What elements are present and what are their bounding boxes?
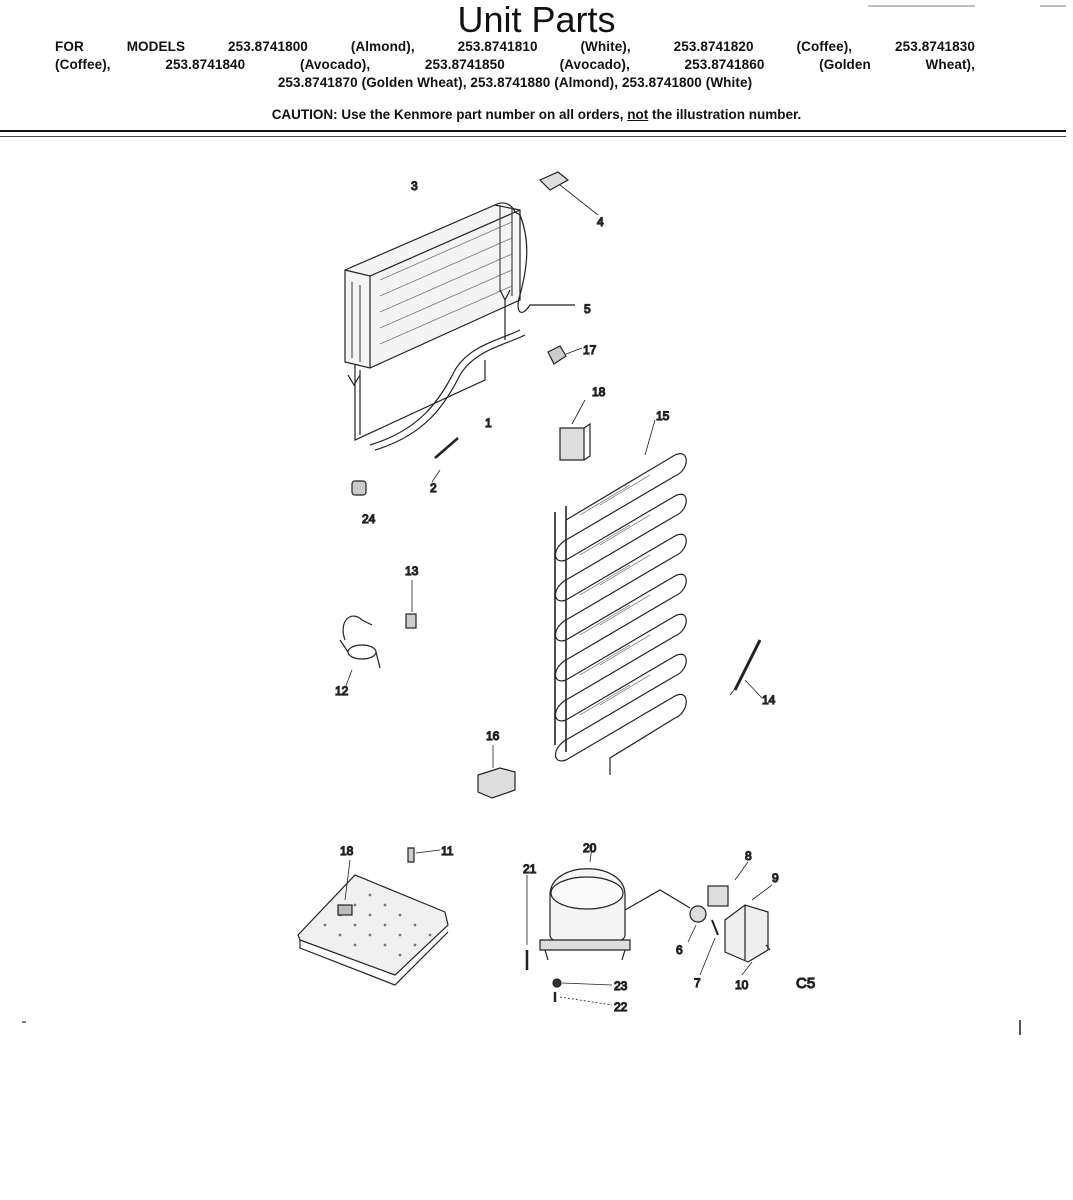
label-part-18-lower: 18 bbox=[340, 844, 354, 858]
drain-pan-part-18-lower bbox=[298, 860, 448, 985]
label-part-10: 10 bbox=[735, 978, 749, 992]
label-part-17: 17 bbox=[583, 343, 597, 357]
page-title: Unit Parts bbox=[457, 0, 616, 40]
capillary-part-5 bbox=[518, 215, 575, 312]
sleeve-part-22 bbox=[555, 992, 612, 1005]
bracket-part-17 bbox=[548, 346, 582, 364]
evaporator-part-3 bbox=[345, 203, 520, 368]
bracket-part-16 bbox=[478, 745, 515, 798]
label-part-23: 23 bbox=[614, 979, 628, 993]
label-part-7: 7 bbox=[694, 976, 701, 990]
leader-part-10 bbox=[742, 962, 752, 975]
label-part-14: 14 bbox=[762, 693, 776, 707]
relay-housing-part-9 bbox=[725, 885, 772, 962]
label-part-11: 11 bbox=[441, 844, 454, 858]
label-part-6: 6 bbox=[676, 943, 683, 957]
label-part-2: 2 bbox=[430, 481, 437, 495]
label-part-18-upper: 18 bbox=[592, 385, 606, 399]
grommet-part-23 bbox=[553, 979, 612, 987]
clip-part-7 bbox=[700, 920, 718, 975]
models-line-3: 253.8741870 (Golden Wheat), 253.8741880 (Almond), 253.8741800 (White) bbox=[277, 75, 753, 90]
label-part-9: 9 bbox=[772, 871, 779, 885]
label-part-1: 1 bbox=[485, 416, 492, 430]
overload-part-6 bbox=[688, 906, 706, 942]
label-part-16: 16 bbox=[486, 729, 500, 743]
clip-part-13 bbox=[406, 580, 416, 628]
compressor-part-20 bbox=[540, 846, 690, 960]
clip-part-11 bbox=[408, 848, 440, 862]
label-part-3: 3 bbox=[411, 179, 418, 193]
label-part-4: 4 bbox=[597, 215, 604, 229]
label-part-22: 22 bbox=[614, 1000, 628, 1014]
caution-prefix: CAUTION: Use the Kenmore part number on all orders, bbox=[271, 107, 624, 122]
label-part-13: 13 bbox=[405, 564, 419, 578]
label-part-8: 8 bbox=[745, 849, 752, 863]
label-part-24: 24 bbox=[362, 512, 376, 526]
grommet-part-24 bbox=[352, 481, 366, 495]
page-code: C5 bbox=[796, 975, 816, 992]
scan-artifacts bbox=[22, 6, 1066, 1035]
label-part-21: 21 bbox=[523, 862, 537, 876]
clip-part-4 bbox=[540, 172, 598, 215]
drier-part-14 bbox=[730, 640, 762, 698]
condenser-part-15 bbox=[555, 420, 686, 775]
label-part-20: 20 bbox=[583, 841, 597, 855]
label-part-15: 15 bbox=[656, 409, 670, 423]
caution-suffix: the illustration number. bbox=[652, 107, 802, 122]
models-line-2: (Coffee), 253.8741840 (Avocado), 253.8741850 (Avocado), 253.8741860 (Golden Wheat), bbox=[55, 57, 975, 72]
models-line-1: FOR MODELS 253.8741800 (Almond), 253.8741810 (White), 253.8741820 (Coffee), 253.8741830 bbox=[55, 39, 975, 54]
heater-wire-part-12 bbox=[340, 616, 380, 688]
screw-part-2 bbox=[432, 438, 458, 482]
relay-part-8 bbox=[708, 862, 748, 906]
label-part-12: 12 bbox=[335, 684, 349, 698]
label-part-5: 5 bbox=[584, 302, 591, 316]
relay-part-18-upper bbox=[560, 400, 590, 460]
caution-not: not bbox=[627, 107, 649, 122]
